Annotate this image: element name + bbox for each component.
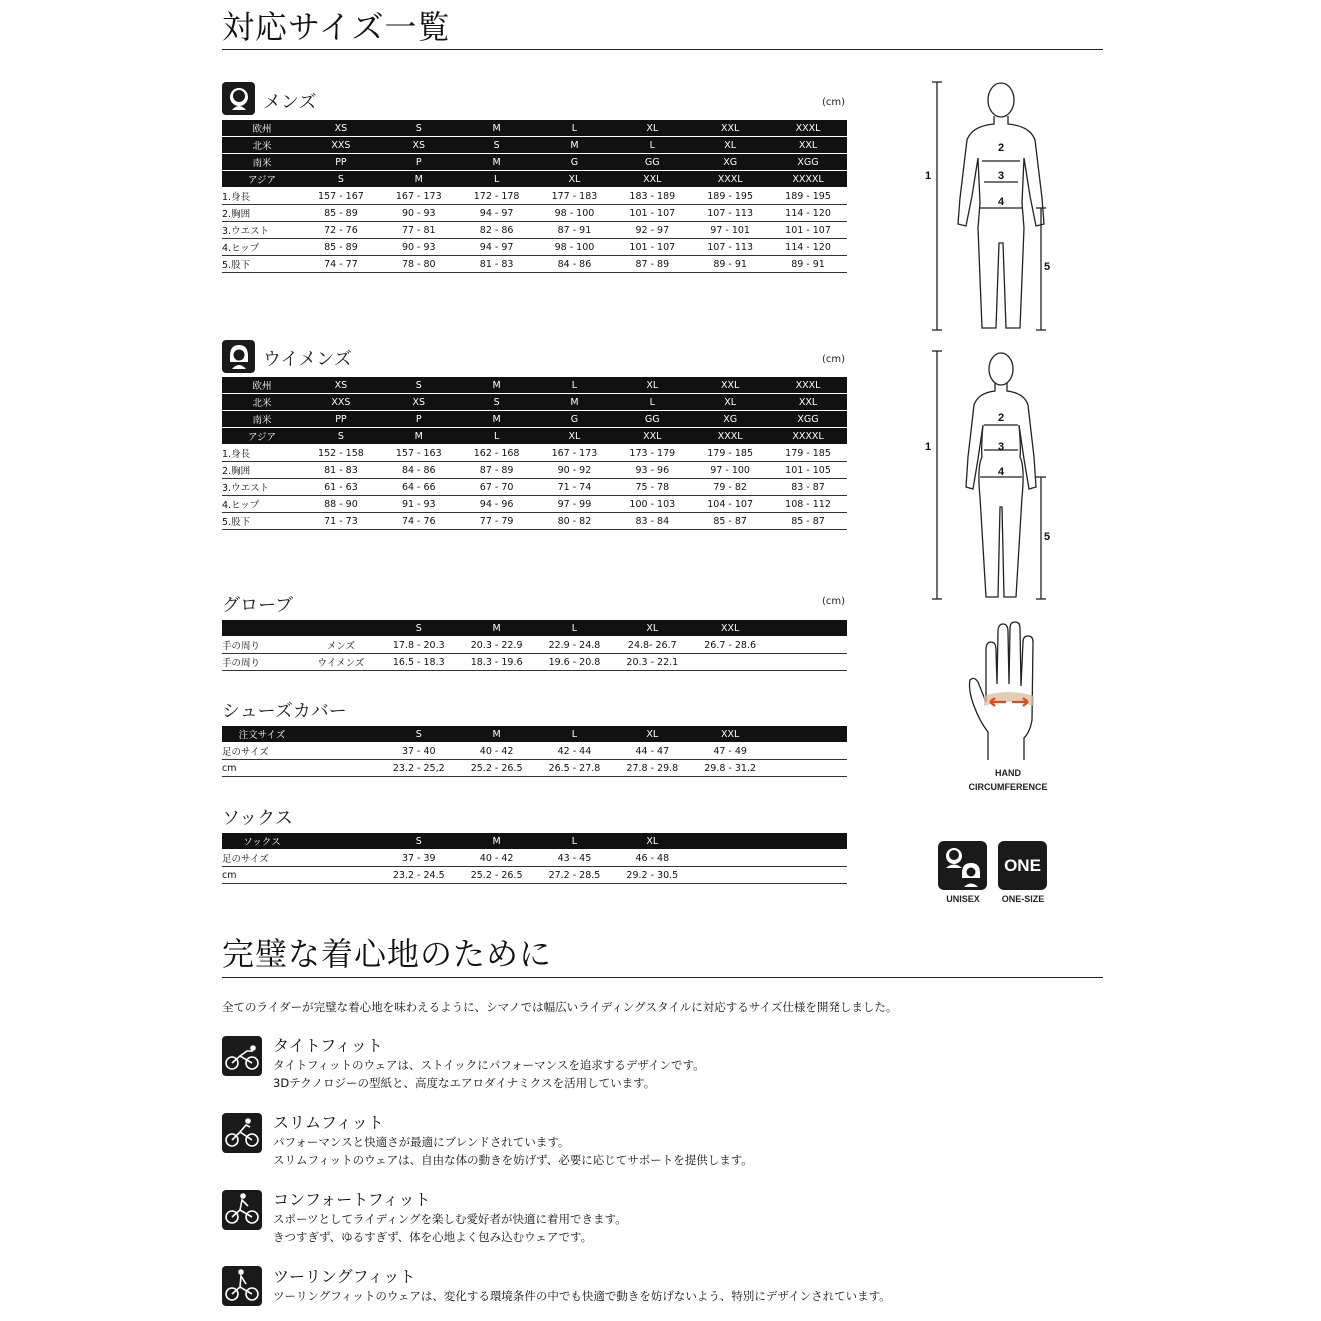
table-header-cell: XXXL — [691, 428, 769, 445]
table-header-cell: アジア — [222, 171, 302, 188]
table-cell: 5.股下 — [222, 513, 302, 530]
table-cell: 100 - 103 — [613, 496, 691, 513]
table-header-row — [222, 726, 847, 743]
table-cell: 94 - 97 — [458, 205, 536, 222]
table-cell: 25.2 - 26.5 — [458, 760, 536, 777]
table-header-cell: 注文サイズ — [222, 726, 302, 743]
table-header-row — [222, 171, 847, 188]
table-header-cell: XG — [691, 154, 769, 171]
table-header-cell — [769, 620, 847, 637]
unisex-icon — [938, 841, 987, 890]
table-cell: 23.2 - 25,2 — [380, 760, 458, 777]
table-header-cell: 欧州 — [222, 377, 302, 394]
table-header-row — [222, 620, 847, 637]
table-cell: 67 - 70 — [458, 479, 536, 496]
table-cell: 61 - 63 — [302, 479, 380, 496]
gloves-unit-label: (cm) — [822, 596, 846, 607]
table-header-cell: XXXL — [691, 171, 769, 188]
table-header-cell: S — [380, 833, 458, 850]
table-cell: 101 - 107 — [613, 239, 691, 256]
table-cell — [302, 850, 380, 867]
table-header-cell: XXS — [302, 137, 380, 154]
table-cell: 91 - 93 — [380, 496, 458, 513]
table-cell: 24.8- 26.7 — [613, 637, 691, 654]
road-cyclist-icon — [222, 1113, 262, 1153]
table-cell: 101 - 107 — [769, 222, 847, 239]
touring-cyclist-icon — [222, 1266, 262, 1306]
table-cell — [769, 867, 847, 884]
table-cell: 46 - 48 — [613, 850, 691, 867]
table-header-cell: M — [458, 377, 536, 394]
table-cell — [769, 743, 847, 760]
table-row — [222, 654, 847, 671]
table-cell: 手の周り — [222, 654, 302, 671]
men-measure-3: 3 — [998, 170, 1005, 182]
gloves-size-table — [222, 620, 847, 671]
fit-text-slim-1: パフォーマンスと快適さが最適にブレンドされています。 — [273, 1135, 570, 1149]
table-cell: 83 - 87 — [769, 479, 847, 496]
table-header-cell: G — [536, 154, 614, 171]
table-header-cell: M — [458, 154, 536, 171]
table-cell: 81 - 83 — [458, 256, 536, 273]
table-header-cell: M — [536, 394, 614, 411]
table-header-cell: L — [458, 428, 536, 445]
table-header-cell: XXL — [691, 377, 769, 394]
table-cell: 2.胸囲 — [222, 462, 302, 479]
table-cell: 83 - 84 — [613, 513, 691, 530]
table-header-cell: L — [536, 833, 614, 850]
table-cell: 40 - 42 — [458, 743, 536, 760]
table-header-cell: PP — [302, 154, 380, 171]
fit-text-slim-2: スリムフィットのウェアは、自由な体の動きを妨げず、必要に応じてサポートを提供します。 — [273, 1153, 753, 1167]
table-cell: 75 - 78 — [613, 479, 691, 496]
table-header-cell — [302, 833, 380, 850]
table-cell: ウイメンズ — [302, 654, 380, 671]
table-cell: 1.身長 — [222, 188, 302, 205]
comfort-cyclist-icon — [222, 1190, 262, 1230]
one-size-label: ONE-SIZE — [1001, 894, 1045, 904]
table-cell: cm — [222, 867, 302, 884]
table-cell: 183 - 189 — [613, 188, 691, 205]
table-cell: 87 - 89 — [613, 256, 691, 273]
womens-unit-label: (cm) — [822, 354, 846, 365]
table-header-cell: S — [302, 428, 380, 445]
table-header-cell: S — [380, 120, 458, 137]
table-cell: 4.ヒップ — [222, 239, 302, 256]
table-row — [222, 743, 847, 760]
table-row — [222, 205, 847, 222]
table-cell: 90 - 93 — [380, 239, 458, 256]
table-header-cell: S — [458, 137, 536, 154]
table-cell: 77 - 79 — [458, 513, 536, 530]
table-cell: 101 - 105 — [769, 462, 847, 479]
table-header-cell: M — [380, 171, 458, 188]
table-header-cell: M — [458, 833, 536, 850]
fit-title-slim: スリムフィット — [273, 1113, 384, 1132]
table-header-row — [222, 394, 847, 411]
table-header-cell — [222, 620, 302, 637]
table-cell: 74 - 76 — [380, 513, 458, 530]
table-cell — [302, 760, 380, 777]
table-header-cell: 南米 — [222, 411, 302, 428]
fit-title-comfort: コンフォートフィット — [273, 1190, 431, 1209]
table-cell: 16.5 - 18.3 — [380, 654, 458, 671]
table-header-cell: L — [613, 137, 691, 154]
table-header-cell: P — [380, 154, 458, 171]
hand-label-2: CIRCUMFERENCE — [968, 782, 1048, 792]
table-header-row — [222, 137, 847, 154]
fit-text-tight-1: タイトフィットのウェアは、ストイックにパフォーマンスを追求するデザインです。 — [273, 1058, 705, 1072]
table-header-cell: XG — [691, 411, 769, 428]
table-cell: 85 - 87 — [691, 513, 769, 530]
table-cell: 27.8 - 29.8 — [613, 760, 691, 777]
table-cell: 47 - 49 — [691, 743, 769, 760]
table-cell: 17.8 - 20.3 — [380, 637, 458, 654]
table-header-cell: GG — [613, 411, 691, 428]
table-row — [222, 445, 847, 462]
table-header-cell: S — [302, 171, 380, 188]
table-header-cell: XXL — [613, 171, 691, 188]
table-header-cell: L — [536, 120, 614, 137]
table-header-cell — [302, 726, 380, 743]
table-header-cell: 北米 — [222, 394, 302, 411]
table-header-cell: M — [458, 411, 536, 428]
fit-text-touring-1: ツーリングフィットのウェアは、変化する環境条件の中でも快適で動きを妨げないよう、特別にデザインされています。 — [273, 1289, 891, 1303]
table-cell: 87 - 91 — [536, 222, 614, 239]
table-header-cell: M — [458, 120, 536, 137]
table-cell — [691, 850, 769, 867]
socks-title: ソックス — [222, 808, 293, 829]
hand-label-1: HAND — [995, 768, 1021, 778]
table-header-cell: XS — [380, 394, 458, 411]
table-cell: 1.身長 — [222, 445, 302, 462]
table-header-cell: XXL — [613, 428, 691, 445]
table-cell: 114 - 120 — [769, 205, 847, 222]
table-cell: 37 - 39 — [380, 850, 458, 867]
table-cell: 162 - 168 — [458, 445, 536, 462]
table-cell: 42 - 44 — [536, 743, 614, 760]
table-header-row — [222, 154, 847, 171]
table-header-cell: XS — [302, 120, 380, 137]
table-cell: 85 - 89 — [302, 239, 380, 256]
table-cell: 19.6 - 20.8 — [536, 654, 614, 671]
women-body-figure — [920, 347, 1070, 605]
men-measure-4: 4 — [998, 196, 1005, 208]
table-header-cell: 南米 — [222, 154, 302, 171]
socks-size-table — [222, 833, 847, 884]
table-row — [222, 188, 847, 205]
table-header-row — [222, 428, 847, 445]
table-header-row — [222, 120, 847, 137]
table-cell: 足のサイズ — [222, 743, 302, 760]
table-header-cell: XL — [536, 428, 614, 445]
table-cell: 64 - 66 — [380, 479, 458, 496]
men-body-figure — [920, 78, 1070, 336]
women-measure-2: 2 — [998, 412, 1005, 424]
table-cell: cm — [222, 760, 302, 777]
table-cell: 2.胸囲 — [222, 205, 302, 222]
table-header-cell: G — [536, 411, 614, 428]
table-header-cell: XL — [691, 394, 769, 411]
table-header-cell: GG — [613, 154, 691, 171]
table-cell: 179 - 185 — [691, 445, 769, 462]
table-header-cell: XL — [613, 377, 691, 394]
table-header-cell: L — [536, 377, 614, 394]
women-measure-4: 4 — [998, 466, 1005, 478]
unisex-label: UNISEX — [946, 894, 980, 904]
table-cell: 44 - 47 — [613, 743, 691, 760]
table-row — [222, 850, 847, 867]
table-row — [222, 256, 847, 273]
womens-title: ウイメンズ — [263, 349, 352, 370]
table-header-cell: アジア — [222, 428, 302, 445]
shoe-covers-title: シューズカバー — [222, 701, 347, 722]
table-cell: 22.9 - 24.8 — [536, 637, 614, 654]
table-cell: 108 - 112 — [769, 496, 847, 513]
table-cell — [302, 867, 380, 884]
table-header-cell: L — [613, 394, 691, 411]
womens-size-table — [222, 377, 847, 530]
table-header-cell: M — [536, 137, 614, 154]
table-cell: 40 - 42 — [458, 850, 536, 867]
table-header-cell: S — [380, 726, 458, 743]
table-cell: 78 - 80 — [380, 256, 458, 273]
table-header-cell: XXL — [691, 120, 769, 137]
table-header-cell: XL — [691, 137, 769, 154]
fit-text-tight-2: 3Dテクノロジーの型紙と、高度なエアロダイナミクスを活用しています。 — [273, 1076, 656, 1090]
table-cell: 167 - 173 — [380, 188, 458, 205]
table-cell: 84 - 86 — [536, 256, 614, 273]
table-header-cell: M — [458, 620, 536, 637]
table-header-cell: XXXL — [769, 377, 847, 394]
table-cell — [691, 867, 769, 884]
fit-text-comfort-1: スポーツとしてライディングを楽しむ愛好者が快適に着用できます。 — [273, 1212, 627, 1226]
table-cell: 97 - 101 — [691, 222, 769, 239]
table-cell — [769, 850, 847, 867]
table-cell: 20.3 - 22.9 — [458, 637, 536, 654]
fit-title-tight: タイトフィット — [273, 1036, 383, 1055]
womens-icon — [222, 340, 255, 373]
table-cell: 5.股下 — [222, 256, 302, 273]
table-header-cell: PP — [302, 411, 380, 428]
table-header-cell: XL — [613, 726, 691, 743]
table-cell: 26.7 - 28.6 — [691, 637, 769, 654]
table-cell: 18.3 - 19.6 — [458, 654, 536, 671]
table-header-row — [222, 377, 847, 394]
table-cell: 172 - 178 — [458, 188, 536, 205]
table-row — [222, 479, 847, 496]
table-header-cell: XXL — [769, 394, 847, 411]
women-measure-1: 1 — [925, 441, 932, 453]
table-cell: 29.8 - 31.2 — [691, 760, 769, 777]
table-cell: 79 - 82 — [691, 479, 769, 496]
hand-figure — [960, 620, 1060, 770]
table-header-cell: S — [380, 620, 458, 637]
mens-size-table — [222, 120, 847, 273]
table-header-cell: XL — [613, 833, 691, 850]
table-header-cell: ソックス — [222, 833, 302, 850]
one-size-icon: ONE — [998, 841, 1047, 890]
fit-text-comfort-2: きつすぎず、ゆるすぎず、体を心地よく包み込むウェアです。 — [273, 1230, 593, 1244]
table-cell: 152 - 158 — [302, 445, 380, 462]
table-row — [222, 496, 847, 513]
men-measure-1: 1 — [925, 170, 932, 182]
comfort-divider — [222, 977, 1103, 978]
table-header-cell — [302, 620, 380, 637]
table-cell: 94 - 97 — [458, 239, 536, 256]
table-header-cell: S — [458, 394, 536, 411]
table-header-cell: XS — [302, 377, 380, 394]
table-cell: 167 - 173 — [536, 445, 614, 462]
table-cell: 90 - 92 — [536, 462, 614, 479]
table-header-cell: XL — [613, 120, 691, 137]
table-cell: 92 - 97 — [613, 222, 691, 239]
table-cell: 173 - 179 — [613, 445, 691, 462]
table-cell: 23.2 - 24.5 — [380, 867, 458, 884]
table-cell: 179 - 185 — [769, 445, 847, 462]
table-row — [222, 760, 847, 777]
table-header-row — [222, 411, 847, 428]
table-cell: 71 - 74 — [536, 479, 614, 496]
table-cell: 107 - 113 — [691, 239, 769, 256]
table-cell: 94 - 96 — [458, 496, 536, 513]
gloves-title: グローブ — [222, 595, 294, 616]
table-row — [222, 222, 847, 239]
table-cell: 手の周り — [222, 637, 302, 654]
comfort-title: 完璧な着心地のために — [222, 935, 553, 973]
table-header-cell: XXL — [691, 726, 769, 743]
table-cell: 89 - 91 — [769, 256, 847, 273]
table-cell: 26.5 - 27.8 — [536, 760, 614, 777]
table-header-row — [222, 833, 847, 850]
table-header-cell: XXXXL — [769, 428, 847, 445]
table-header-cell: XGG — [769, 411, 847, 428]
table-header-cell: L — [536, 620, 614, 637]
fit-title-touring: ツーリングフィット — [273, 1267, 416, 1286]
men-measure-2: 2 — [998, 142, 1005, 154]
table-cell: 85 - 87 — [769, 513, 847, 530]
table-row — [222, 239, 847, 256]
table-header-cell: XXL — [769, 137, 847, 154]
shoe-covers-size-table — [222, 726, 847, 777]
table-header-cell: XGG — [769, 154, 847, 171]
table-cell: 189 - 195 — [769, 188, 847, 205]
table-row — [222, 513, 847, 530]
table-cell: 93 - 96 — [613, 462, 691, 479]
table-cell: 107 - 113 — [691, 205, 769, 222]
table-cell: 84 - 86 — [380, 462, 458, 479]
table-header-cell: XXXL — [769, 120, 847, 137]
title-divider — [222, 49, 1103, 50]
table-cell: 97 - 99 — [536, 496, 614, 513]
table-cell: 72 - 76 — [302, 222, 380, 239]
table-header-cell: XXL — [691, 620, 769, 637]
comfort-intro: 全てのライダーが完璧な着心地を味わえるように、シマノでは幅広いライディングスタイルに対応するサイズ仕様を開発しました。 — [222, 1000, 898, 1014]
table-row — [222, 462, 847, 479]
table-cell — [769, 637, 847, 654]
table-cell: 97 - 100 — [691, 462, 769, 479]
table-header-cell: XXXXL — [769, 171, 847, 188]
table-cell: 90 - 93 — [380, 205, 458, 222]
table-cell: 77 - 81 — [380, 222, 458, 239]
table-cell: メンズ — [302, 637, 380, 654]
table-cell: 82 - 86 — [458, 222, 536, 239]
table-cell: 20.3 - 22.1 — [613, 654, 691, 671]
mens-icon — [222, 82, 255, 115]
table-cell: 37 - 40 — [380, 743, 458, 760]
page-title: 対応サイズ一覧 — [222, 8, 451, 46]
table-header-cell — [769, 833, 847, 850]
table-cell: 89 - 91 — [691, 256, 769, 273]
table-cell: 29.2 - 30.5 — [613, 867, 691, 884]
table-cell: 3.ウエスト — [222, 479, 302, 496]
table-cell: 4.ヒップ — [222, 496, 302, 513]
table-header-cell: P — [380, 411, 458, 428]
table-cell: 104 - 107 — [691, 496, 769, 513]
table-cell: 98 - 100 — [536, 205, 614, 222]
table-cell — [302, 743, 380, 760]
women-measure-3: 3 — [998, 441, 1005, 453]
aero-cyclist-icon — [222, 1036, 262, 1076]
table-cell: 43 - 45 — [536, 850, 614, 867]
table-cell: 177 - 183 — [536, 188, 614, 205]
table-cell — [769, 654, 847, 671]
table-cell — [769, 760, 847, 777]
men-measure-5: 5 — [1044, 261, 1051, 273]
table-header-cell — [769, 726, 847, 743]
table-header-cell: L — [458, 171, 536, 188]
table-header-cell: S — [380, 377, 458, 394]
table-cell: 87 - 89 — [458, 462, 536, 479]
table-header-cell: 北米 — [222, 137, 302, 154]
table-row — [222, 867, 847, 884]
table-cell: 81 - 83 — [302, 462, 380, 479]
mens-title: メンズ — [263, 92, 317, 113]
table-cell — [691, 654, 769, 671]
table-header-cell: XL — [613, 620, 691, 637]
table-header-cell: M — [380, 428, 458, 445]
table-cell: 157 - 163 — [380, 445, 458, 462]
table-cell: 101 - 107 — [613, 205, 691, 222]
table-cell: 74 - 77 — [302, 256, 380, 273]
table-cell: 114 - 120 — [769, 239, 847, 256]
table-cell: 25.2 - 26.5 — [458, 867, 536, 884]
table-header-cell: L — [536, 726, 614, 743]
women-measure-5: 5 — [1044, 531, 1051, 543]
table-cell: 足のサイズ — [222, 850, 302, 867]
table-header-cell: M — [458, 726, 536, 743]
table-cell: 3.ウエスト — [222, 222, 302, 239]
table-cell: 80 - 82 — [536, 513, 614, 530]
mens-unit-label: (cm) — [822, 97, 846, 108]
table-cell: 189 - 195 — [691, 188, 769, 205]
table-cell: 98 - 100 — [536, 239, 614, 256]
table-header-cell: 欧州 — [222, 120, 302, 137]
table-cell: 88 - 90 — [302, 496, 380, 513]
table-header-cell: XS — [380, 137, 458, 154]
table-cell: 85 - 89 — [302, 205, 380, 222]
table-cell: 71 - 73 — [302, 513, 380, 530]
table-header-cell: XL — [536, 171, 614, 188]
table-header-cell: XXS — [302, 394, 380, 411]
table-cell: 27.2 - 28.5 — [536, 867, 614, 884]
table-cell: 157 - 167 — [302, 188, 380, 205]
table-header-cell — [691, 833, 769, 850]
table-row — [222, 637, 847, 654]
